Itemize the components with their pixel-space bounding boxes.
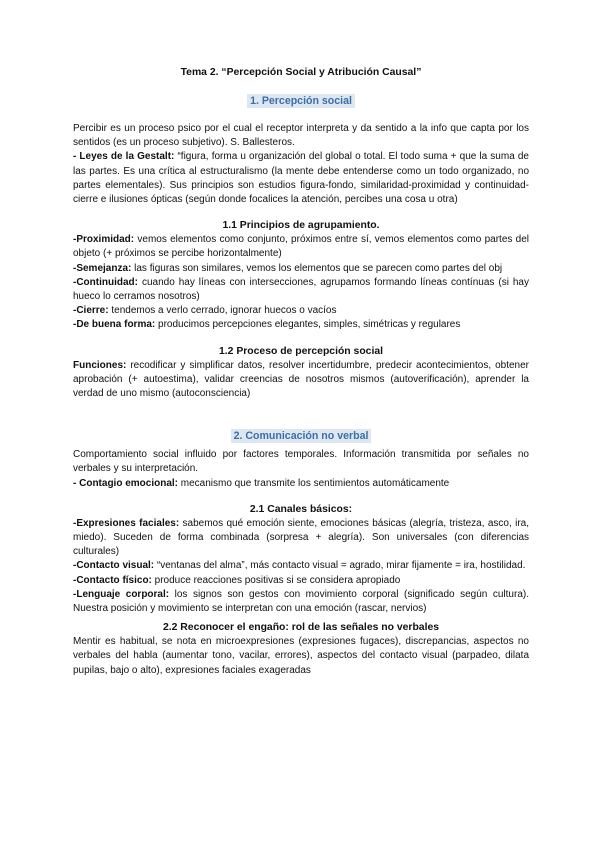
item-label: -Proximidad: <box>73 234 135 246</box>
document-page <box>73 66 529 678</box>
list-item <box>73 559 529 573</box>
paragraph-contagio <box>73 477 529 491</box>
item-label: -Contacto visual: <box>73 560 155 572</box>
list-item <box>73 588 529 616</box>
item-text: los signos son gestos con movimiento corporal (significado según cultura). Nuestra posición y movimiento se interpretan con una emoción (rascar, nervios) <box>73 588 529 615</box>
list-item <box>73 318 529 332</box>
paragraph-funciones <box>73 359 529 402</box>
section-heading-text: 1. Percepción social <box>247 94 355 108</box>
funciones-text: recodificar y simplificar datos, resolver incertidumbre, predecir acontecimientos, obtener aprobación (+ autoestima), validar creencias de nosotros mismos (autoverificación), aprender la verdad de uno mismo (autoconsciencia) <box>73 359 529 400</box>
item-label: -Lenguaje corporal: <box>73 588 170 600</box>
item-label: -De buena forma: <box>73 319 156 331</box>
list-item <box>73 304 529 318</box>
item-label: -Expresiones faciales: <box>73 517 180 529</box>
funciones-label: Funciones: <box>73 359 127 371</box>
item-text: las figuras son similares, vemos los elementos que se parecen como partes del obj <box>131 262 503 274</box>
gestalt-label: - Leyes de la Gestalt: <box>73 151 175 163</box>
gestalt-text: “figura, forma u organización del global o total. El todo suma + que la suma de las partes. Es una crítica al estructuralismo (la mente debe entenderse como un todo organizado, no partes elementales). Sus principios son estudios figura-fondo, similaridad-proximidad y continuidad-cierre e ilusiones ópticas (según donde focalices la atención, percibes una cosa u otra) <box>73 151 529 206</box>
paragraph-gestalt <box>73 150 529 207</box>
section-heading-percepcion <box>73 94 529 108</box>
item-text: “ventanas del alma”, más contacto visual = agrado, mirar fijamente = ira, hostilidad. <box>154 560 526 572</box>
list-item <box>73 517 529 560</box>
list-canales <box>73 517 529 616</box>
item-label: -Contacto físico: <box>73 574 152 586</box>
item-label: -Cierre: <box>73 305 109 317</box>
list-item <box>73 233 529 261</box>
subsection-heading-canales: 2.1 Canales básicos: <box>249 503 353 515</box>
item-label: -Continuidad: <box>73 276 138 288</box>
list-item <box>73 574 529 588</box>
subsection-heading-agrupamiento: 1.1 Principios de agrupamiento. <box>222 220 380 232</box>
contagio-label: - Contagio emocional: <box>73 477 178 489</box>
item-text: tendemos a verlo cerrado, ignorar huecos o vacíos <box>108 305 337 317</box>
section-heading-text: 2. Comunicación no verbal <box>231 429 372 443</box>
item-text: produce reacciones positivas si se considera apropiado <box>151 574 401 586</box>
item-text: sabemos qué emoción siente, emociones básicas (alegría, tristeza, asco, ira, miedo). Suceden de forma combinada (sorpresa + alegría). Son universales (con diferencias culturales) <box>73 517 529 558</box>
contagio-text: mecanismo que transmite los sentimientos automáticamente <box>178 477 450 489</box>
list-item <box>73 262 529 276</box>
item-text: cuando hay líneas con intersecciones, agrupamos formando líneas contínuas (si hay hueco lo cerramos nosotros) <box>73 276 529 303</box>
item-text: producimos percepciones elegantes, simples, simétricas y regulares <box>155 319 461 331</box>
subsection-heading-proceso: 1.2 Proceso de percepción social <box>218 345 383 357</box>
item-label: -Semejanza: <box>73 262 132 274</box>
subsection-heading-engano: 2.2 Reconocer el engaño: rol de las señales no verbales <box>162 622 440 634</box>
list-item <box>73 276 529 304</box>
list-agrupamiento <box>73 233 529 332</box>
document-title: Tema 2. “Percepción Social y Atribución Causal” <box>180 67 422 78</box>
item-text: vemos elementos como conjunto, próximos entre sí, vemos elementos como partes del objeto (+ próximos se percibe horizontalmente) <box>73 234 529 260</box>
section-heading-comunicacion <box>73 429 529 443</box>
paragraph-intro-percepcion: Percibir es un proceso psico por el cual el receptor interpreta y da sentido a la info que capta por los sentidos (es un proceso subjetivo). S. Ballesteros. <box>73 123 529 149</box>
paragraph-intro-comunicacion: Comportamiento social influido por factores temporales. Información transmitida por señales no verbales y su interpretación. <box>73 449 529 475</box>
paragraph-engano: Mentir es habitual, se nota en microexpresiones (expresiones fugaces), discrepancias, aspectos no verbales del habla (aumentar tono, vacilar, errores), aspectos del contacto visual (parpadeo, dilata pupilas, bajo o alto), expresiones faciales exageradas <box>73 636 529 676</box>
